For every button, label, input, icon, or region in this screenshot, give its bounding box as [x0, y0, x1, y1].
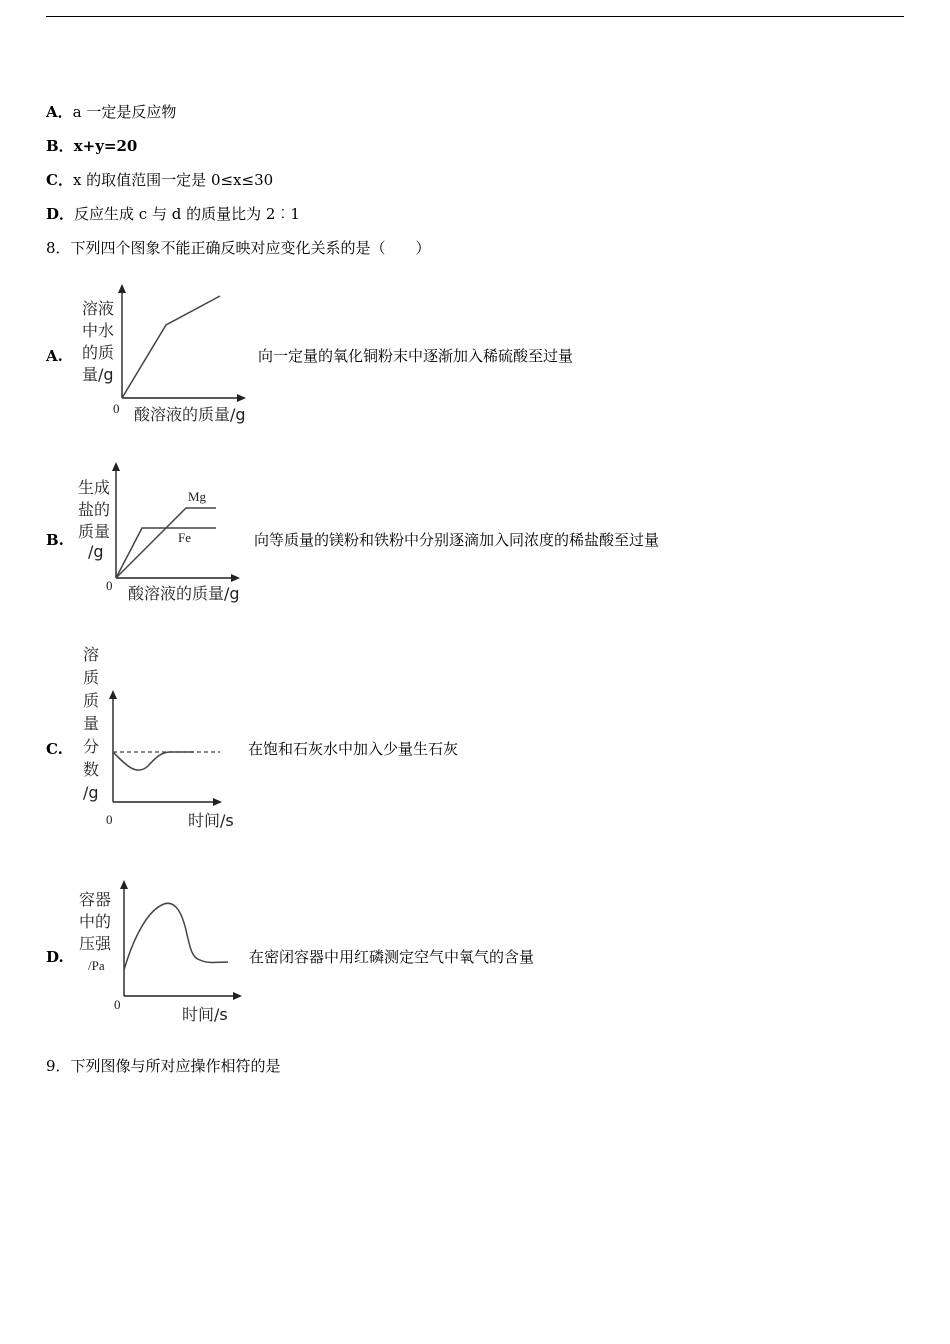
solute-fraction-curve — [113, 752, 194, 770]
q9-stem: 9．下列图像与所对应操作相符的是 — [46, 1057, 281, 1075]
option-label: B． — [46, 137, 74, 155]
x-axis-label: 酸溶液的质量/g — [128, 584, 240, 603]
q8-graph-d — [70, 876, 260, 1028]
x-axis-label: 时间/s — [182, 1005, 228, 1024]
origin-label: 0 — [114, 997, 121, 1012]
y-axis-label: 溶液 中水 的质 量/g — [82, 299, 115, 384]
x-axis-label: 时间/s — [188, 811, 234, 830]
origin-label: 0 — [113, 401, 120, 416]
option-text: a 一定是反应物 — [72, 103, 177, 121]
q7-option-d — [46, 204, 300, 224]
y-axis-arrow — [120, 880, 128, 889]
origin-label: 0 — [106, 812, 113, 827]
q8-stem: 8．下列四个图象不能正确反映对应变化关系的是（ ） — [46, 239, 431, 257]
q8-option-c-desc: 在饱和石灰水中加入少量生石灰 — [248, 740, 459, 758]
option-label: C． — [46, 171, 73, 189]
x-axis-arrow — [213, 798, 222, 806]
x-axis-arrow — [233, 992, 242, 1000]
y-axis-arrow — [109, 690, 117, 699]
fe-label: Fe — [178, 530, 191, 545]
q8-option-c-label: C. — [46, 740, 63, 758]
q8-option-d-label: D. — [46, 948, 64, 966]
q8-graph-a — [70, 280, 260, 430]
y-axis-label: 生成 盐的 质量 /g — [78, 478, 111, 561]
q7-option-b — [46, 136, 137, 156]
y-axis-arrow — [112, 462, 120, 471]
q8-option-b-desc: 向等质量的镁粉和铁粉中分别逐滴加入同浓度的稀盐酸至过量 — [254, 531, 660, 549]
fe-curve — [116, 528, 216, 578]
q8-option-b-label: B. — [46, 531, 64, 549]
mg-curve — [116, 508, 216, 578]
option-text: x+y=20 — [73, 137, 138, 155]
q8-option-d-desc: 在密闭容器中用红磷测定空气中氧气的含量 — [249, 948, 535, 966]
q8-option-a-desc: 向一定量的氧化铜粉末中逐渐加入稀硫酸至过量 — [258, 347, 574, 365]
water-mass-curve — [122, 296, 220, 398]
q8-graph-c — [70, 642, 260, 834]
q7-option-a — [46, 102, 176, 122]
option-text: x 的取值范围一定是 0≤x≤30 — [72, 171, 274, 189]
y-axis-label: 溶 质 质 量 分 数 /g — [83, 645, 100, 802]
q7-option-c — [46, 170, 273, 190]
origin-label: 0 — [106, 578, 113, 593]
q8-graph-b — [70, 458, 260, 608]
pressure-curve — [124, 903, 228, 970]
q8-option-a-label: A. — [46, 347, 63, 365]
x-axis-arrow — [231, 574, 240, 582]
option-text: 反应生成 c 与 d 的质量比为 2︰1 — [74, 205, 300, 223]
option-label: A． — [46, 103, 73, 121]
x-axis-arrow — [237, 394, 246, 402]
x-axis-label: 酸溶液的质量/g — [134, 405, 246, 424]
header-rule — [46, 16, 904, 17]
y-axis-label: 容器 中的 压强 /Pa — [79, 890, 112, 973]
option-label: D． — [46, 205, 75, 223]
mg-label: Mg — [188, 489, 207, 504]
y-axis-arrow — [118, 284, 126, 293]
